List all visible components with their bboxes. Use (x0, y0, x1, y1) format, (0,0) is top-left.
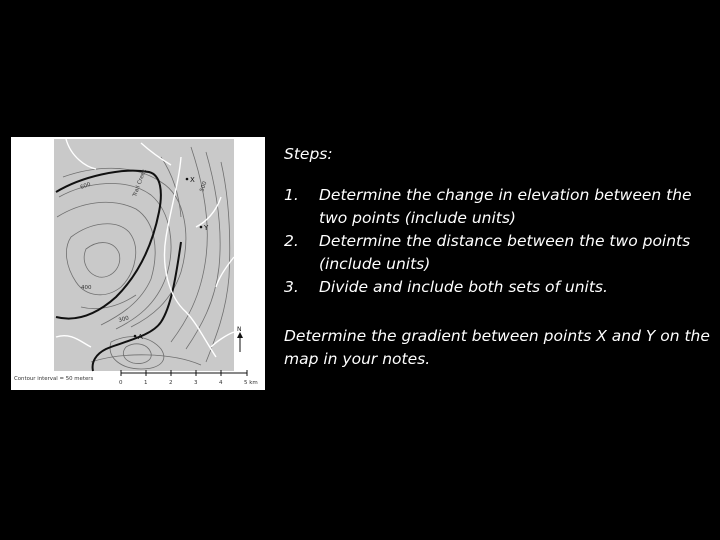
steps-heading: Steps: (284, 145, 333, 163)
steps-list (284, 184, 716, 299)
step-number: 3. (284, 278, 299, 296)
scale-tick-label: 1 (144, 380, 148, 386)
step-number: 1. (284, 186, 299, 204)
contour-label-300: 300 (117, 315, 130, 324)
step-item (284, 230, 716, 276)
point-a-marker (134, 335, 137, 338)
gradient-task: Determine the gradient between points X and Y on the map in your notes. (284, 327, 710, 368)
scale-tick-label: 2 (169, 380, 173, 386)
contour-label-400: 400 (81, 285, 92, 291)
contour-label-500: 500 (199, 180, 209, 193)
north-label: N (237, 326, 242, 333)
step-text: Divide and include both sets of units. (319, 278, 608, 296)
step-item (284, 184, 716, 230)
topographic-map (11, 137, 265, 390)
contour-label-trail-creek: Trail Creek (132, 168, 148, 198)
topographic-map-drawing (11, 137, 265, 390)
instructions-panel (284, 140, 716, 371)
step-text: Determine the change in elevation between the two points (include units) (319, 186, 692, 227)
contour-label-600: 600 (79, 181, 92, 191)
scale-tick-label: 5 km (244, 380, 258, 386)
point-y-label: Y (204, 224, 209, 232)
step-text: Determine the distance between the two points (include units) (319, 232, 691, 273)
point-x-marker (186, 178, 189, 181)
scale-tick-label: 0 (119, 380, 123, 386)
north-arrow-icon (237, 326, 243, 352)
scale-tick-label: 4 (219, 380, 223, 386)
scale-bar (119, 370, 258, 386)
point-a-label: A (138, 333, 143, 341)
step-number: 2. (284, 232, 299, 250)
point-y-marker (200, 226, 203, 229)
scale-tick-label: 3 (194, 380, 198, 386)
contour-interval-legend: Contour interval = 50 meters (14, 376, 94, 382)
point-x-label: X (190, 176, 195, 184)
step-item (284, 276, 716, 299)
